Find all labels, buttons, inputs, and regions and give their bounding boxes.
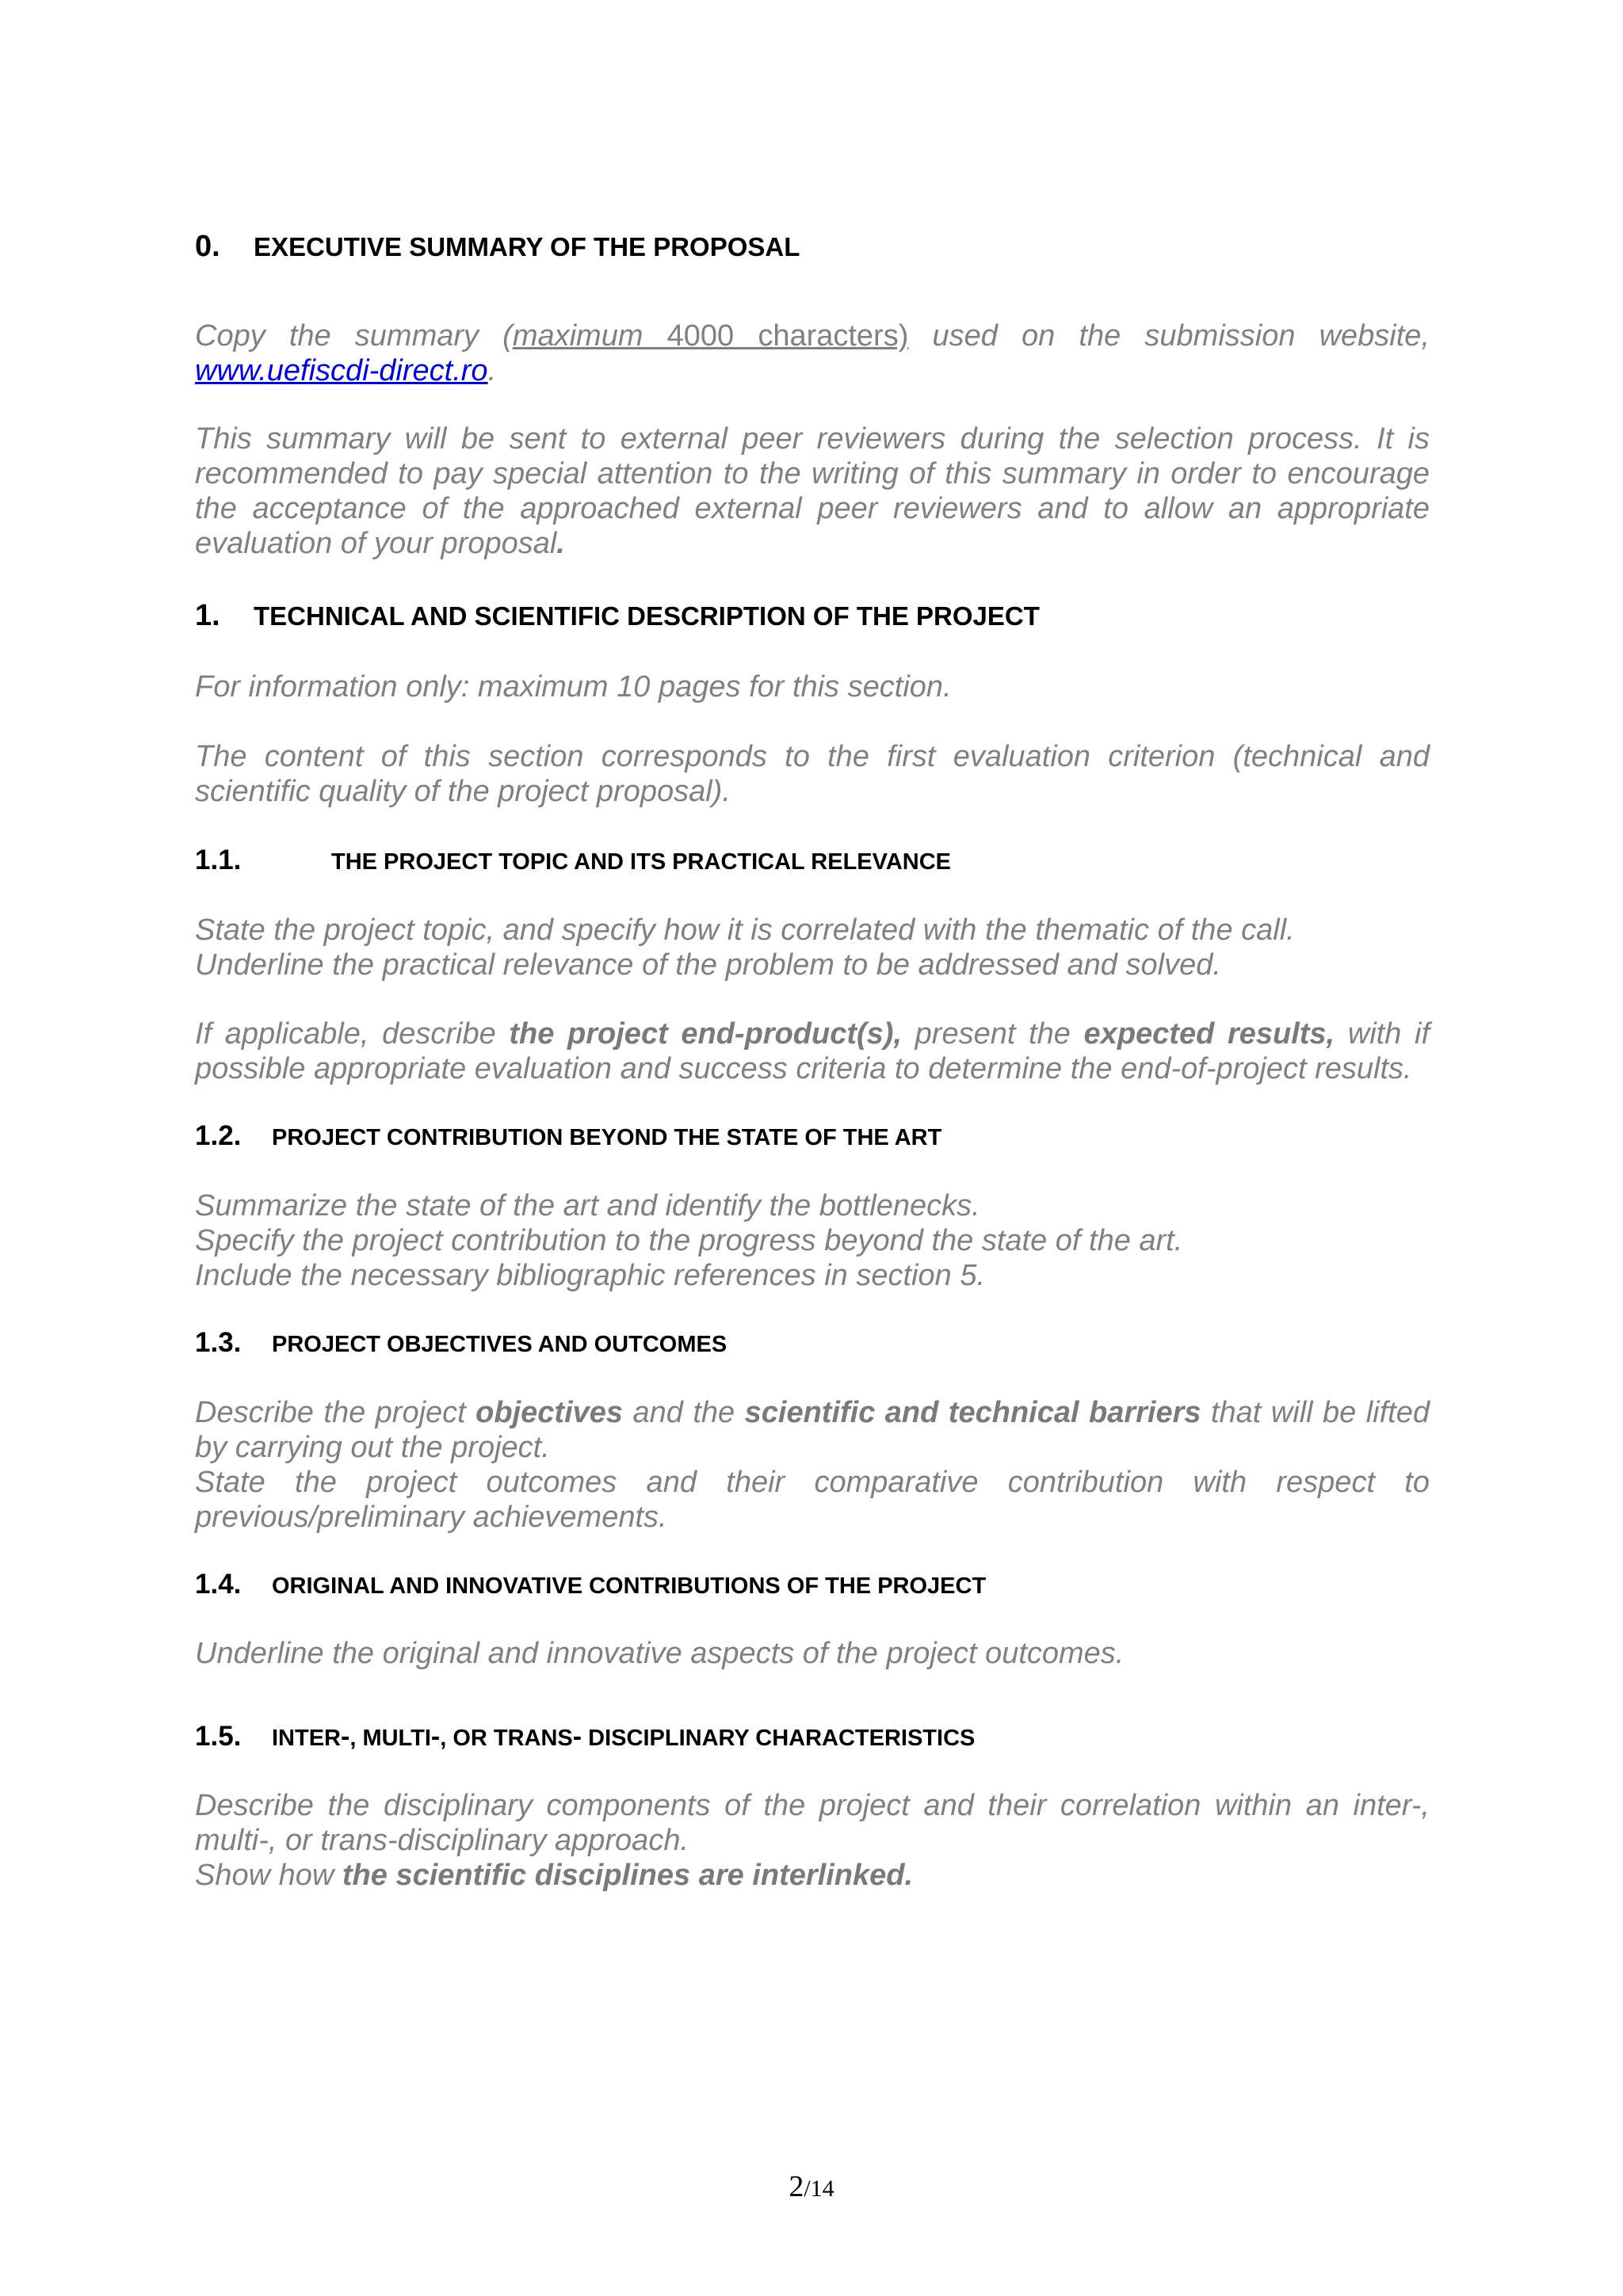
- text: expected results,: [1083, 1017, 1335, 1051]
- objectives-line-1: [195, 1395, 1430, 1465]
- technical-criterion: [195, 739, 1430, 809]
- section-number: 1.: [195, 599, 220, 632]
- disciplinary-line-2: [195, 1858, 1430, 1893]
- contribution-instructions: [195, 1188, 1430, 1293]
- text: INTER: [272, 1726, 341, 1751]
- section-title: PROJECT OBJECTIVES AND OUTCOMES: [272, 1332, 727, 1357]
- text: Copy the summary (: [195, 319, 513, 353]
- text: Summarize the state of the art and identify the bottlenecks.: [195, 1189, 980, 1222]
- text: that will be lifted by carrying out the project.: [195, 1396, 1430, 1464]
- text: -: [572, 1722, 582, 1752]
- section-1-3-heading: [195, 1327, 727, 1359]
- text: DISCIPLINARY CHARACTERISTICS: [582, 1726, 976, 1751]
- text: Specify the project contribution to the progress beyond the state of the art.: [195, 1224, 1183, 1257]
- text: State the project outcomes and their comparative contribution with respect to previous/preliminary achievements.: [195, 1466, 1430, 1534]
- summary-instruction: [195, 318, 1430, 388]
- text: the project end-product(s),: [509, 1017, 903, 1051]
- text: scientific and technical barriers: [744, 1396, 1201, 1429]
- section-1-heading: [195, 599, 1040, 633]
- text: with if possible appropriate evaluation and success criteria to determine the end-of-project results.: [195, 1017, 1430, 1085]
- topic-instructions: [195, 913, 1430, 982]
- current-page: 2: [789, 2170, 804, 2203]
- text: This summary will be sent to external peer reviewers during the selection process. It is recommended to pay special attention to the writing of this summary in order to encourage the acceptance of the approached external peer reviewers and to allow an appropriate evaluation of your proposal: [195, 422, 1430, 560]
- section-number: 1.1.: [195, 845, 242, 875]
- text: -: [341, 1722, 350, 1752]
- disciplinary-instructions: [195, 1788, 1430, 1893]
- text: For information only: maximum 10 pages for this section.: [195, 670, 952, 704]
- text: .: [556, 527, 565, 560]
- text: Describe the disciplinary components of the project and their correlation within an inter-, multi-, or trans-disciplinary approach.: [195, 1789, 1430, 1857]
- section-0-heading: [195, 230, 800, 264]
- section-1-1-heading: [195, 845, 951, 876]
- text: and the: [623, 1396, 745, 1429]
- text: , MULTI: [349, 1726, 431, 1751]
- submission-website-link[interactable]: www.uefiscdi-direct.ro: [195, 354, 488, 387]
- text: maximum: [512, 319, 643, 353]
- section-number: 1.3.: [195, 1327, 242, 1358]
- topic-results: [195, 1016, 1430, 1086]
- text: Show how: [195, 1859, 342, 1892]
- text: the scientific disciplines are interlinked.: [342, 1859, 914, 1892]
- section-title: ORIGINAL AND INNOVATIVE CONTRIBUTIONS OF THE PROJECT: [272, 1573, 987, 1599]
- section-number: 1.5.: [195, 1721, 242, 1752]
- objectives-instructions: [195, 1395, 1430, 1535]
- text: objectives: [475, 1396, 624, 1429]
- text: State the project topic, and specify how it is correlated with the thematic of the call.: [195, 913, 1295, 947]
- text: present the: [902, 1017, 1084, 1051]
- text: If applicable, describe: [195, 1017, 510, 1051]
- section-1-5-heading: [195, 1721, 975, 1753]
- text: used on the submission website,: [908, 319, 1430, 353]
- text: -: [430, 1722, 441, 1752]
- page-number: [0, 2169, 1623, 2204]
- original-instructions: [195, 1636, 1430, 1671]
- text: Underline the original and innovative aspects of the project outcomes.: [195, 1637, 1125, 1670]
- section-1-2-heading: [195, 1120, 941, 1152]
- text: Describe the project: [195, 1396, 476, 1429]
- section-title: PROJECT CONTRIBUTION BEYOND THE STATE OF THE ART: [272, 1125, 942, 1150]
- summary-note: [195, 421, 1430, 561]
- section-number: 1.4.: [195, 1569, 242, 1600]
- technical-info: [195, 669, 1430, 704]
- text: .: [487, 354, 497, 387]
- section-number: 1.2.: [195, 1120, 242, 1151]
- text: The content of this section corresponds to the first evaluation criterion (technical and scientific quality of the project proposal).: [195, 740, 1430, 808]
- section-number: 0.: [195, 230, 220, 263]
- section-1-4-heading: [195, 1569, 986, 1600]
- text: Include the necessary bibliographic references in section 5.: [195, 1259, 986, 1292]
- text: , OR TRANS: [440, 1726, 573, 1751]
- section-title: TECHNICAL AND SCIENTIFIC DESCRIPTION OF THE PROJECT: [254, 601, 1040, 631]
- text: Underline the practical relevance of the problem to be addressed and solved.: [195, 948, 1221, 982]
- total-pages: /14: [804, 2176, 834, 2202]
- section-title: THE PROJECT TOPIC AND ITS PRACTICAL RELEVANCE: [331, 849, 951, 875]
- text: 4000 characters): [643, 319, 909, 353]
- section-title: [272, 1722, 976, 1752]
- section-title: EXECUTIVE SUMMARY OF THE PROPOSAL: [254, 232, 800, 261]
